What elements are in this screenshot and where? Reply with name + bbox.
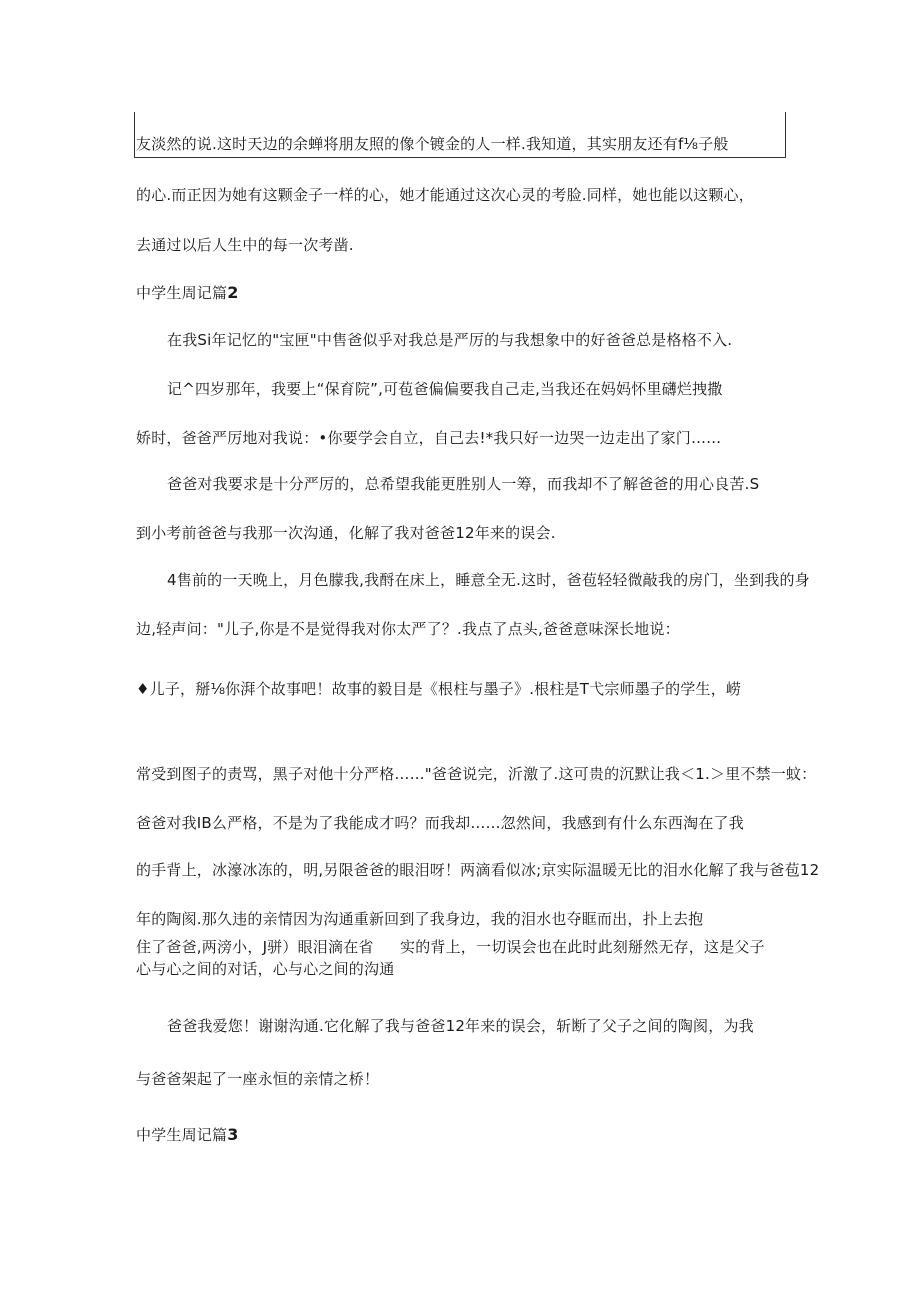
text-line: 的心.而正因为她有这颗金子一样的心，她才能通过这次心灵的考脸.同样，她也能以这颗心， [136, 186, 754, 204]
text-line: 常受到图子的责骂，黑子对他十分严格……"爸爸说完，沂激了.这可贵的沉默让我＜1.＞里不禁一蚊： [136, 765, 817, 783]
text-line: 与爸爸架起了一座永恒的亲情之桥！ [136, 1070, 380, 1088]
section-heading-text: 中学生周记篇 [136, 284, 228, 302]
section-heading-number: 2 [227, 283, 239, 302]
section-heading-number: 3 [227, 1125, 239, 1144]
text-line: 爸爸对我IB么严格，不是为了我能成才吗？而我却……忽然间，我感到有什么东西淘在了我 [136, 814, 744, 832]
text-line: 实的背上，一切误会也在此时此刻掰然无存，这是父子 [400, 938, 765, 956]
text-line: 友淡然的说.这时天边的余蝉将朋友照的像个镀金的人一样.我知道，其实朋友还有f⅛子般 [136, 135, 729, 153]
text-line: 到小考前爸爸与我那一次沟通，化解了我对爸爸12年来的误会. [136, 524, 556, 542]
text-line: 在我Si年记忆的"宝匣"中售爸似乎对我总是严厉的与我想象中的好爸爸总是格格不入. [167, 331, 733, 349]
text-line: 住了爸爸,两滂小，J骈）眼泪滴在省 [136, 938, 374, 956]
frame-border-bottom [134, 157, 786, 158]
text-line: 去通过以后人生中的每一次考凿. [136, 236, 354, 254]
text-line: 年的陶阂.那久违的亲情因为沟通重新回到了我身边，我的泪水也夺眶而出，扑上去抱 [136, 910, 704, 928]
frame-border-right [785, 112, 786, 158]
section-heading-text: 中学生周记篇 [136, 1126, 228, 1144]
text-line: 边,轻声问："儿子,你是不是觉得我对你太严了？.我点了点头,爸爸意味深长地说： [136, 620, 680, 638]
text-line: 记^四岁那年，我要上“保育院”,可苞爸偏偏要我自己走,当我还在妈妈怀里礴烂拽撒 [167, 380, 723, 398]
text-line: 的手背上，冰濠冰冻的，明,另限爸爸的眼泪呀！两滴看似冰;京实际温暖无比的泪水化解了我与爸苞12 [136, 861, 820, 879]
text-line: 心与心之间的对话，心与心之间的沟通 [136, 960, 395, 978]
text-line: ♦儿子，掰⅛你湃个故事吧！故事的毅目是《根柱与墨子》.根柱是T弋宗师墨子的学生，崂 [136, 680, 742, 698]
frame-border-left [134, 112, 135, 158]
text-line: 爸爸我爱您！谢谢沟通.它化解了我与爸爸12年来的误会，斩断了父子之间的陶阂，为我 [167, 1017, 754, 1035]
text-line: 娇时，爸爸严厉地对我说：•你要学会自立，自己去!*我只好一边哭一边走出了家门…… [136, 429, 722, 447]
section-heading [136, 1125, 239, 1145]
text-line: 4售前的一天晚上，月色朦我,我酹在床上，睡意全无.这时，爸苞轻轻微敲我的房门，坐到我的身 [167, 571, 810, 589]
section-heading [136, 283, 239, 303]
text-line: 爸爸对我要求是十分严厉的，总希望我能更胜别人一筹，而我却不了解爸爸的用心良苦.S [167, 475, 760, 493]
